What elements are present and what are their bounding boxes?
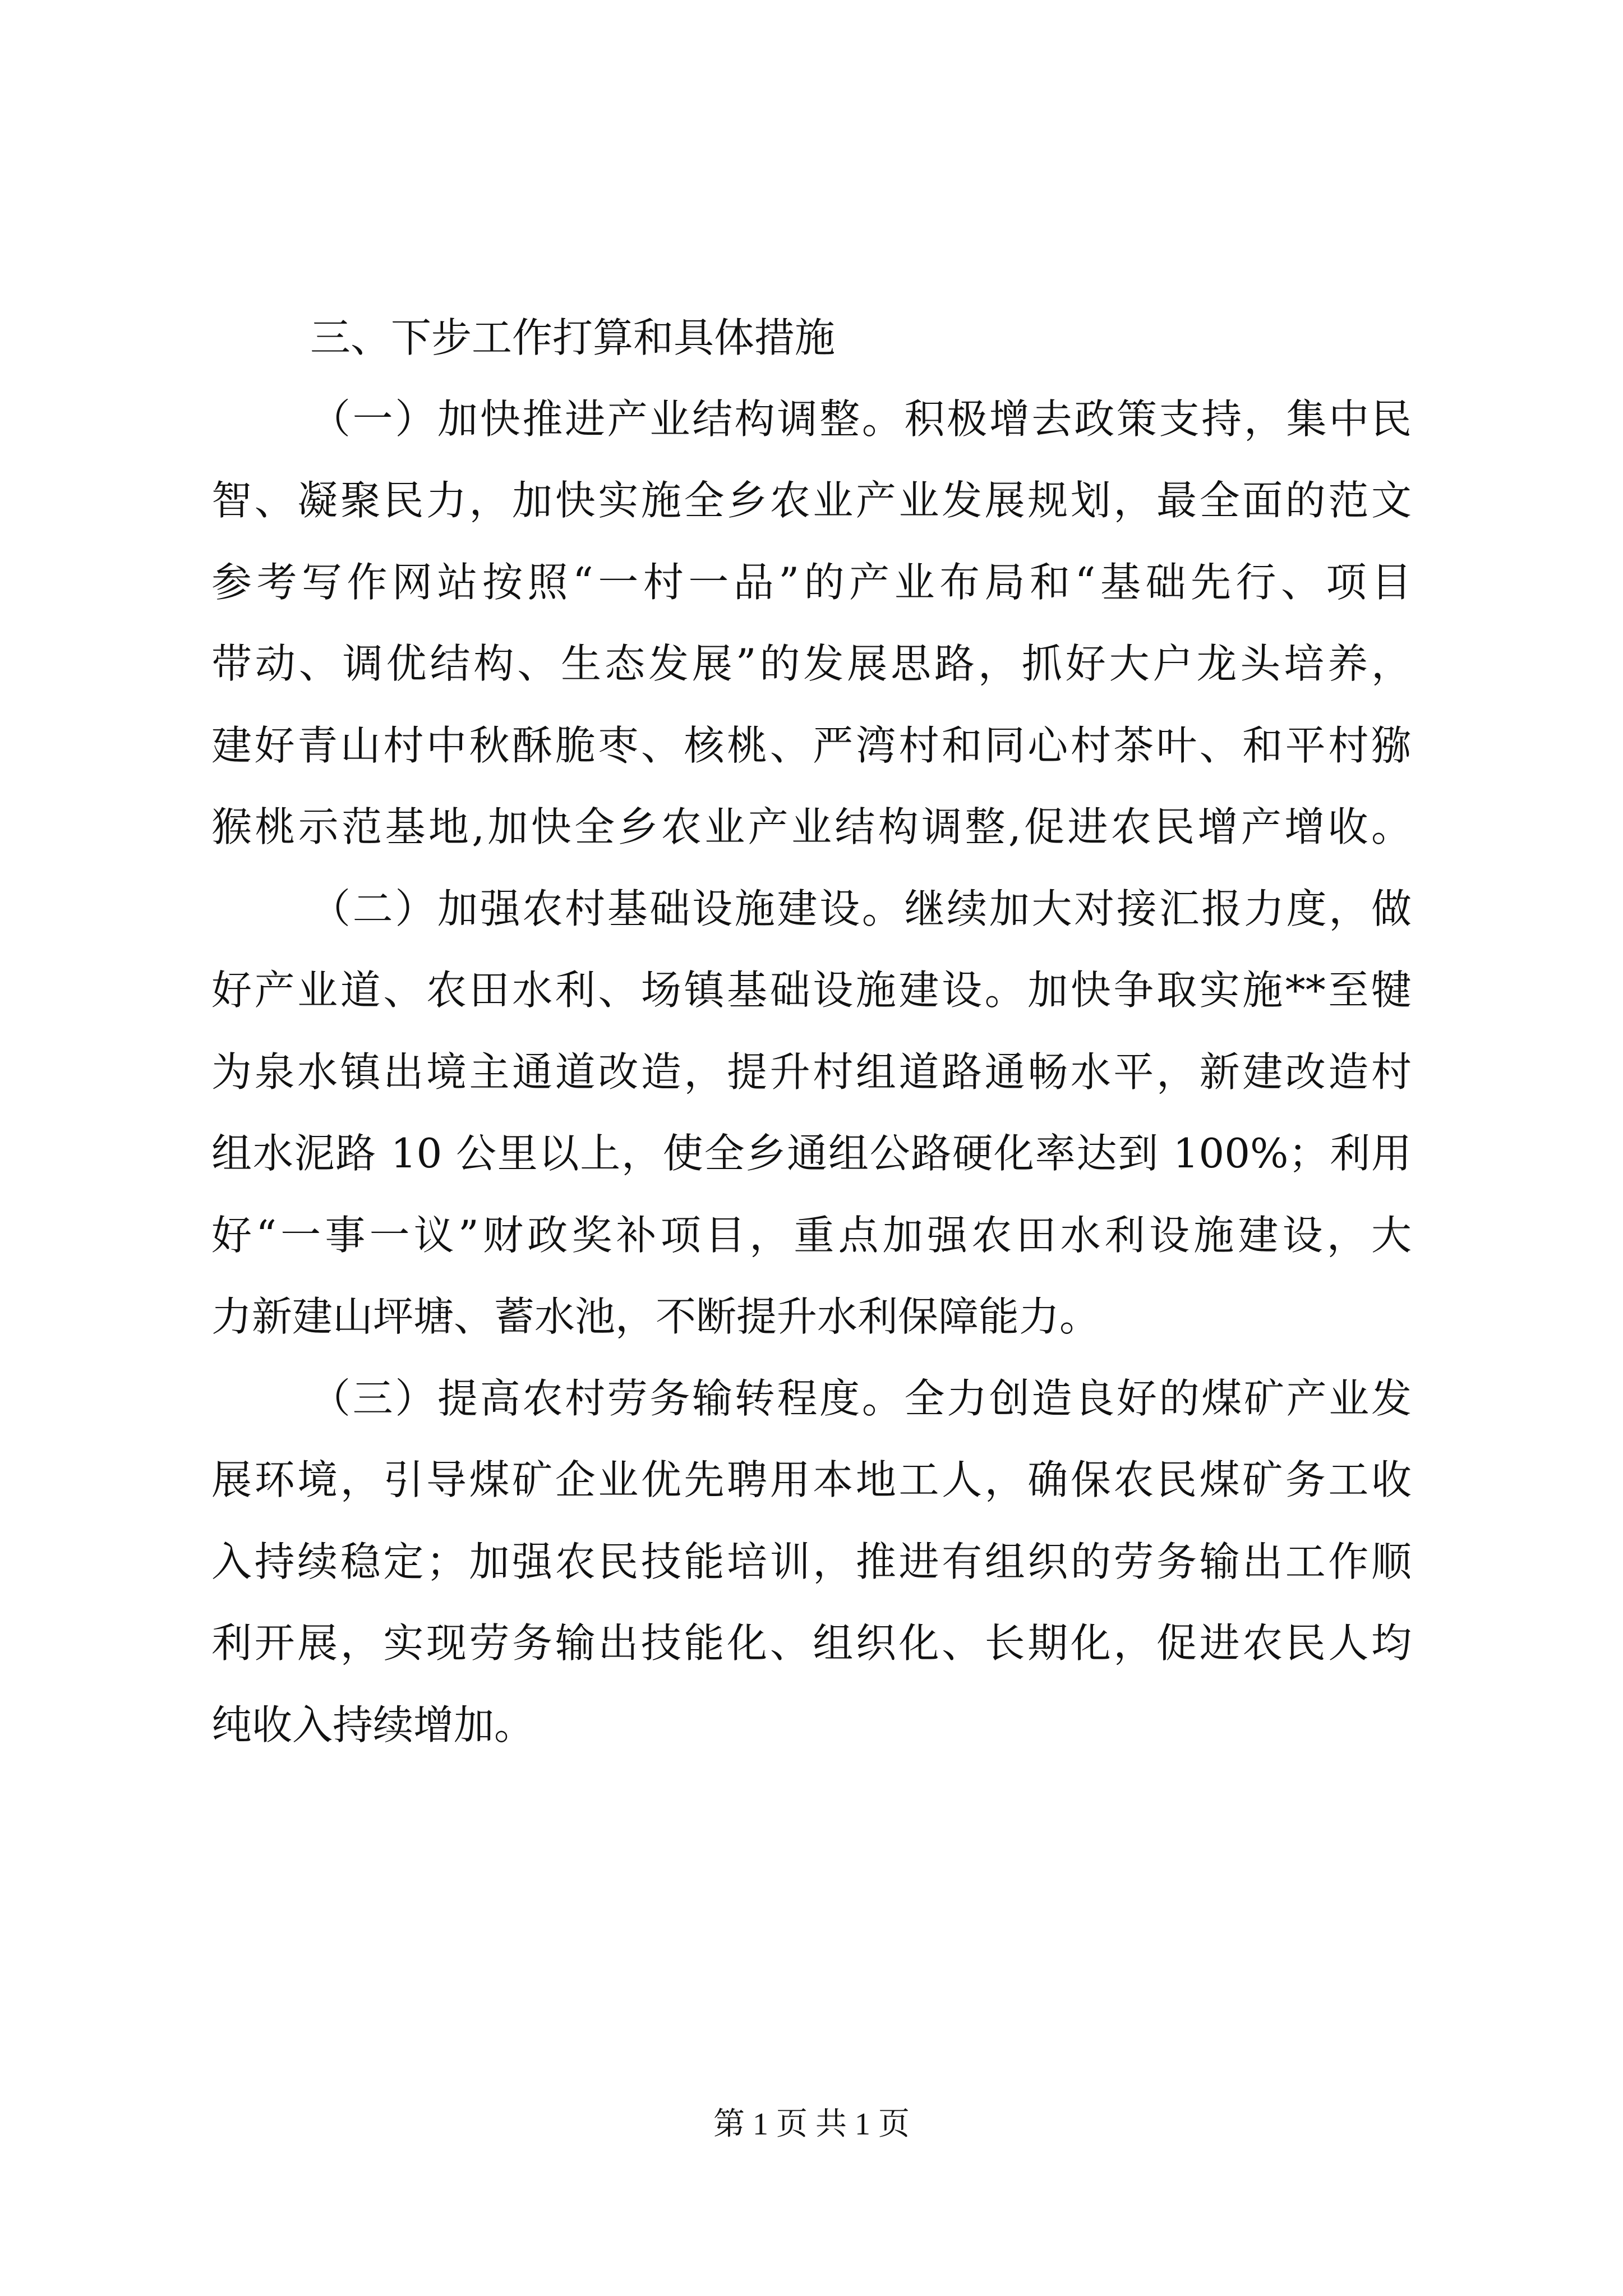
text-line (0, 1531, 1623, 1593)
text-line (0, 1612, 1623, 1674)
paragraph-line: 带动、调优结构、生态发展”的发展思路，抓好大户龙头培养， (211, 640, 1412, 687)
text-line (0, 551, 1623, 613)
text-line (0, 715, 1623, 776)
text-line (0, 1694, 1623, 1756)
paragraph-line: 展环境，引导煤矿企业优先聘用本地工人，确保农民煤矿务工收 (211, 1456, 1412, 1503)
paragraph-line: 智、凝聚民力，加快实施全乡农业产业发展规划，最全面的范文 (211, 477, 1412, 524)
text-line (0, 388, 1623, 450)
paragraph-line: 好产业道、农田水利、场镇基础设施建设。加快争取实施**至犍 (211, 967, 1412, 1014)
section-heading: 三、下步工作打算和具体措施 (310, 314, 836, 361)
text-line (0, 1041, 1623, 1103)
text-line (0, 1286, 1623, 1347)
paragraph-first-line: （三）提高农村劳务输转程度。全力创造良好的煤矿产业发 (310, 1375, 1412, 1422)
paragraph-first-line: （二）加强农村基础设施建设。继续加大对接汇报力度，做 (310, 885, 1412, 932)
paragraph-last-line: 力新建山坪塘、蓄水池，不断提升水利保障能力。 (211, 1293, 1100, 1340)
section-heading-line (0, 307, 1623, 369)
paragraph-line: 参考写作网站按照“一村一品”的产业布局和“基础先行、项目 (211, 559, 1412, 606)
paragraph-line: 猴桃示范基地,加快全乡农业产业结构调整,促进农民增产增收。 (211, 803, 1412, 850)
text-line (0, 470, 1623, 531)
paragraph-first-line: （一）加快推进产业结构调整。积极增去政策支持，集中民 (310, 395, 1412, 443)
paragraph-line: 好“一事一议”财政奖补项目，重点加强农田水利设施建设，大 (211, 1212, 1412, 1259)
text-line (0, 959, 1623, 1021)
paragraph-line: 利开展，实现劳务输出技能化、组织化、长期化，促进农民人均 (211, 1619, 1412, 1667)
page-number-footer: 第 1 页 共 1 页 (713, 2107, 910, 2142)
text-line (0, 1204, 1623, 1266)
text-line (0, 1449, 1623, 1511)
paragraph-line: 入持续稳定；加强农民技能培训，推进有组织的劳务输出工作顺 (211, 1538, 1412, 1585)
text-line (0, 633, 1623, 694)
text-line (0, 878, 1623, 940)
paragraph-line: 组水泥路 10 公里以上，使全乡通组公路硬化率达到 100%；利用 (211, 1130, 1412, 1177)
text-line (0, 1122, 1623, 1184)
paragraph-line: 建好青山村中秋酥脆枣、核桃、严湾村和同心村茶叶、和平村猕 (211, 722, 1412, 769)
text-line (0, 796, 1623, 858)
text-line (0, 1368, 1623, 1429)
paragraph-line: 为泉水镇出境主通道改造，提升村组道路通畅水平，新建改造村 (211, 1048, 1412, 1096)
paragraph-last-line: 纯收入持续增加。 (211, 1701, 535, 1749)
